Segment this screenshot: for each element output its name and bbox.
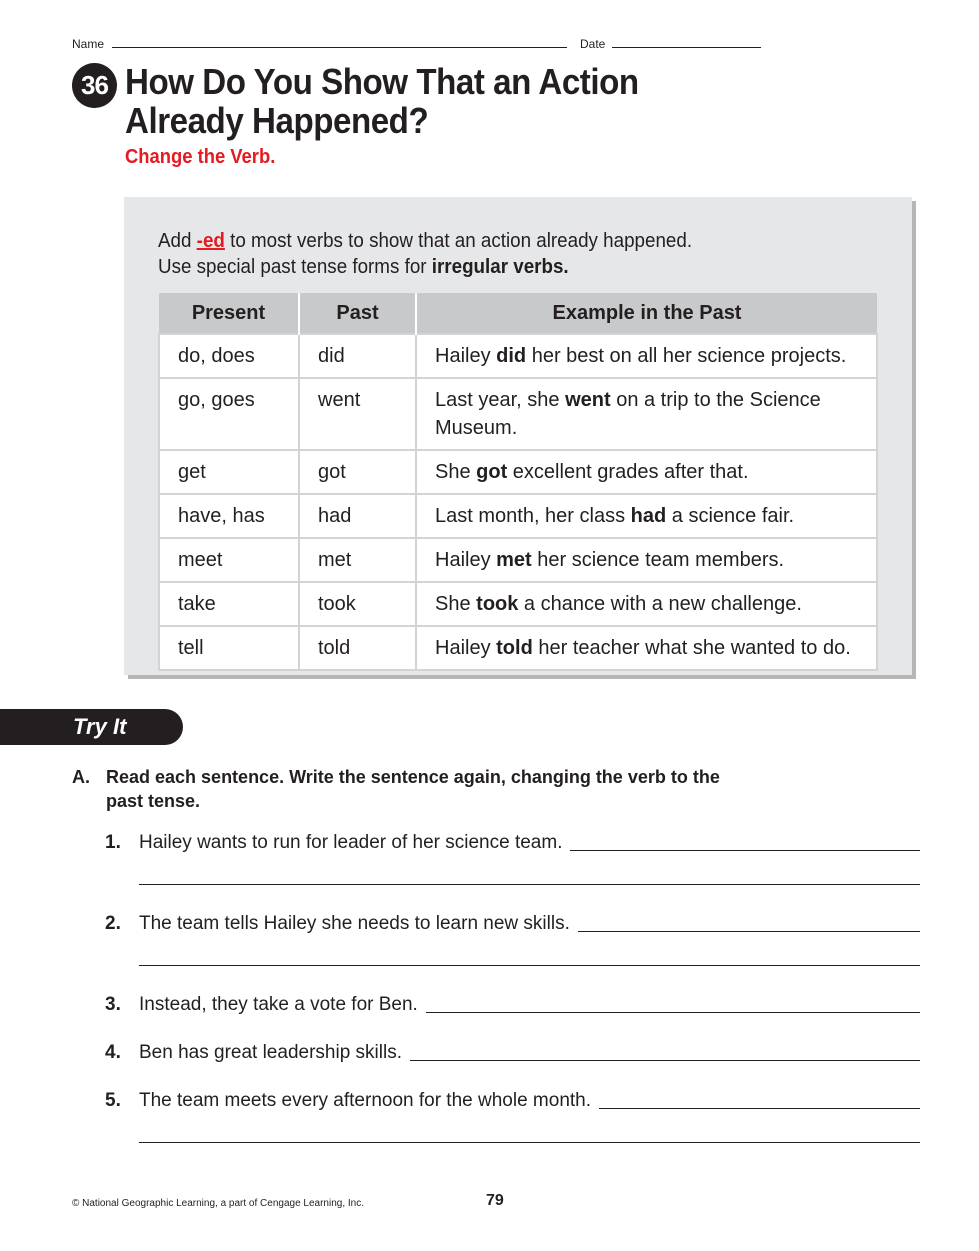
example-cell: [416, 494, 877, 538]
question-number: 3.: [105, 994, 121, 1015]
question-item: [105, 1042, 402, 1066]
past-cell: had: [299, 494, 416, 538]
question-text: Ben has great leadership skills.: [139, 1042, 402, 1063]
example-cell: [416, 450, 877, 494]
example-text: Last year, she: [435, 389, 566, 411]
question-number: 2.: [105, 913, 121, 934]
date-field[interactable]: [612, 47, 761, 48]
example-text: She: [435, 593, 477, 615]
present-cell: tell: [159, 626, 299, 670]
example-text: on a trip to the Science Museum.: [435, 389, 821, 439]
past-verb: did: [496, 345, 527, 367]
present-cell: have, has: [159, 494, 299, 538]
past-cell: met: [299, 538, 416, 582]
rule-text-part: Add: [158, 230, 197, 252]
lesson-number-badge: 36: [72, 63, 117, 108]
past-cell: told: [299, 626, 416, 670]
name-label: Name: [72, 37, 105, 51]
table-row: [159, 582, 877, 626]
try-it-banner: [0, 709, 183, 745]
page-title: [125, 62, 639, 140]
question-item: [105, 994, 418, 1018]
rule-text-part: Use special past tense forms for: [158, 256, 432, 278]
example-cell: [416, 626, 877, 670]
example-text: She: [435, 461, 477, 483]
name-field[interactable]: [112, 47, 567, 48]
example-text: excellent grades after that.: [507, 461, 749, 483]
answer-line[interactable]: [139, 965, 920, 966]
example-text: Hailey: [435, 345, 497, 367]
present-cell: take: [159, 582, 299, 626]
page-subtitle: Change the Verb.: [125, 146, 276, 168]
past-verb: took: [476, 593, 519, 615]
question-text: The team tells Hailey she needs to learn new skills.: [139, 913, 570, 934]
example-text: her science team members.: [531, 549, 785, 571]
present-cell: get: [159, 450, 299, 494]
rule-text: [158, 228, 692, 280]
answer-line[interactable]: [599, 1108, 920, 1109]
example-text: a science fair.: [666, 505, 795, 527]
question-number: 4.: [105, 1042, 121, 1063]
answer-line[interactable]: [426, 1012, 920, 1013]
question-text: The team meets every afternoon for the whole month.: [139, 1090, 592, 1111]
page-number: 79: [486, 1192, 504, 1209]
table-row: [159, 378, 877, 450]
ed-suffix: -ed: [196, 230, 225, 252]
rule-text-part: .: [563, 256, 569, 278]
answer-line[interactable]: [139, 884, 920, 885]
title-line-1: How Do You Show That an Action: [125, 61, 639, 102]
question-item: [105, 1090, 591, 1114]
title-line-2: Already Happened?: [125, 100, 429, 141]
table-row: [159, 538, 877, 582]
past-cell: went: [299, 378, 416, 450]
example-cell: [416, 538, 877, 582]
example-cell: [416, 334, 877, 378]
example-text: her best on all her science projects.: [526, 345, 847, 367]
past-verb: told: [496, 637, 533, 659]
past-verb: got: [476, 461, 508, 483]
date-label: Date: [580, 37, 606, 51]
column-header-past: Past: [299, 293, 416, 334]
present-cell: meet: [159, 538, 299, 582]
question-text: Hailey wants to run for leader of her science team.: [139, 832, 563, 853]
answer-line[interactable]: [410, 1060, 920, 1061]
answer-line[interactable]: [139, 1142, 920, 1143]
question-item: [105, 832, 562, 856]
rule-text-part: to most verbs to show that an action already happened.: [224, 230, 693, 252]
section-label: A.: [72, 767, 90, 787]
past-cell: took: [299, 582, 416, 626]
present-cell: do, does: [159, 334, 299, 378]
past-verb: went: [565, 389, 611, 411]
example-text: her teacher what she wanted to do.: [532, 637, 851, 659]
question-number: 5.: [105, 1090, 121, 1111]
example-text: a chance with a new challenge.: [518, 593, 802, 615]
example-text: Hailey: [435, 549, 497, 571]
past-verb: had: [630, 505, 667, 527]
present-cell: go, goes: [159, 378, 299, 450]
irregular-verbs-table: [158, 293, 878, 671]
example-cell: [416, 378, 877, 450]
copyright: © National Geographic Learning, a part of Cengage Learning, Inc.: [72, 1198, 365, 1209]
question-item: [105, 913, 570, 937]
past-cell: got: [299, 450, 416, 494]
try-it-label: Try It: [73, 714, 127, 739]
example-cell: [416, 582, 877, 626]
table-row: [159, 494, 877, 538]
table-row: [159, 626, 877, 670]
question-text: Instead, they take a vote for Ben.: [139, 994, 418, 1015]
example-text: Last month, her class: [435, 505, 631, 527]
past-cell: did: [299, 334, 416, 378]
irregular-verbs-term: irregular verbs: [431, 256, 564, 278]
answer-line[interactable]: [578, 931, 920, 932]
column-header-example: Example in the Past: [416, 293, 877, 334]
instructions-text: Read each sentence. Write the sentence again, changing the verb to the past tense.: [106, 767, 720, 811]
table-row: [159, 334, 877, 378]
example-text: Hailey: [435, 637, 497, 659]
table-row: [159, 450, 877, 494]
column-header-present: Present: [159, 293, 299, 334]
past-verb: met: [496, 549, 532, 571]
answer-line[interactable]: [570, 850, 920, 851]
question-number: 1.: [105, 832, 121, 853]
